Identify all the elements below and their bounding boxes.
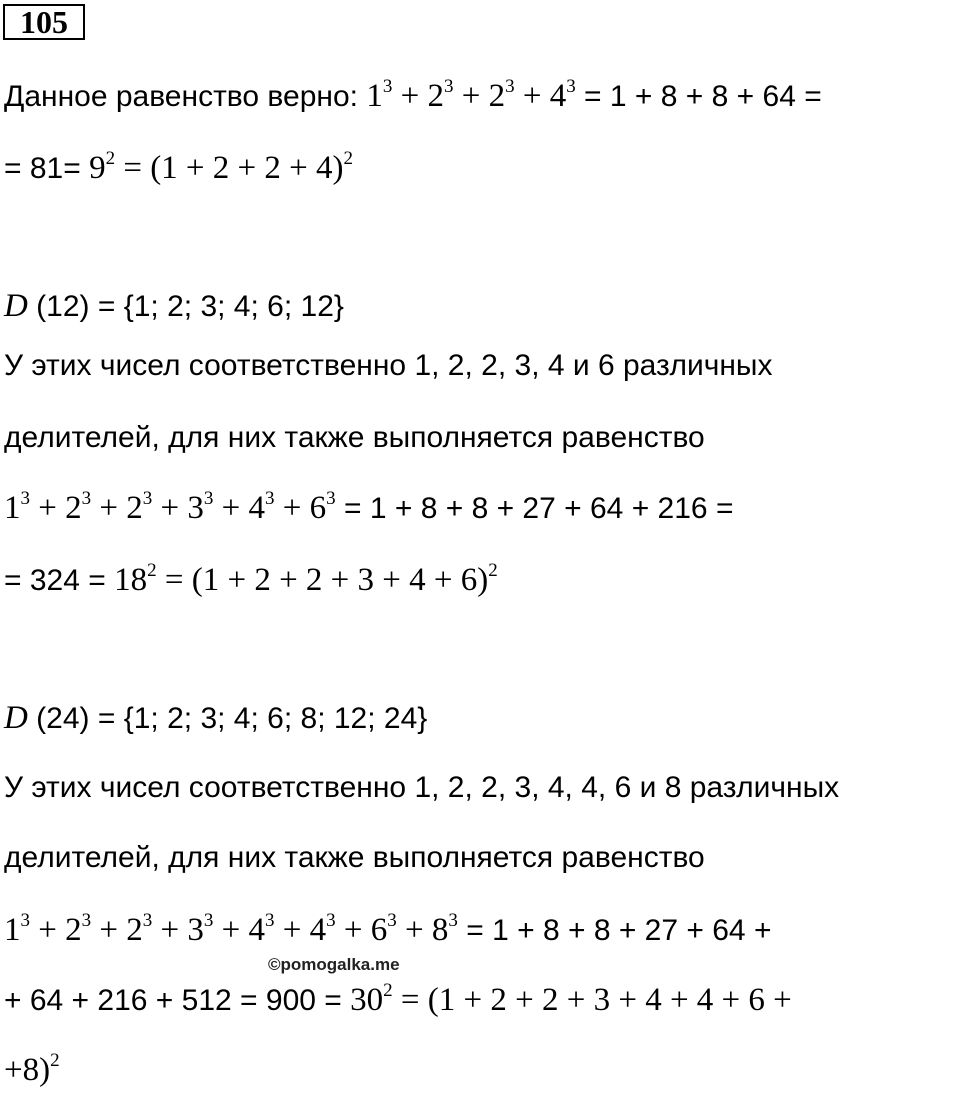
divisors-24-set: (24) = {1; 2; 3; 4; 6; 8; 12; 24} [27,702,428,735]
divisors-24-equation-1 [4,912,771,949]
divisors-12-line [4,288,344,325]
divisors-24-cubes-sum: $1^3 + 2^3 + 2^3 + 3^3 + 4^3 + 4^3 + 6^3 + 8^3$ [4,910,458,948]
divisor-set-symbol: D [4,288,28,324]
divisors-12-text-1: У этих чисел соответственно 1, 2, 2, 3, 4 и 6 различных [4,349,773,382]
divisors-12-square-identity: $18^2 = (1 + 2 + 2 + 3 + 4 + 6)^2$ [114,560,498,598]
divisors-12-result-prefix: = 324 = [4,564,115,597]
intro-text: Данное равенство верно: [4,80,367,113]
divisors-12-expansion: = 1 + 8 + 8 + 27 + 64 + 216 = [335,492,734,525]
divisors-24-line [4,700,427,737]
divisors-24-equation-3 [4,1052,60,1089]
divisors-24-text-1: У этих чисел соответственно 1, 2, 2, 3, 4, 4, 6 и 8 различных [4,771,840,804]
divisors-12-equation-1 [4,490,733,527]
divisor-set-symbol: D [4,700,28,736]
intro-square-identity: $9^2 = (1 + 2 + 2 + 4)^2$ [89,148,353,186]
divisors-12-text-2: делителей, для них также выполняется равенство [4,421,705,454]
divisors-12-equation-2 [4,562,498,599]
intro-expansion: = 1 + 8 + 8 + 64 = [575,80,822,113]
intro-equation-line-2 [4,150,353,187]
divisors-24-text-2: делителей, для них также выполняется равенство [4,841,705,874]
divisors-24-expansion: = 1 + 8 + 8 + 27 + 64 + [457,914,772,947]
watermark: ©pomogalka.me [268,955,400,974]
intro-equation-line-1 [4,78,822,115]
intro-result-prefix: = 81= [4,152,90,185]
divisors-24-equation-2 [4,982,792,1019]
divisors-12-set: (12) = {1; 2; 3; 4; 6; 12} [27,290,344,323]
divisors-24-square-tail: +8)$^2$ [4,1050,60,1088]
intro-cubes-sum: $1^3 + 2^3 + 2^3 + 4^3$ [366,76,576,114]
divisors-12-cubes-sum: $1^3 + 2^3 + 2^3 + 3^3 + 4^3 + 6^3$ [4,488,336,526]
divisors-24-result-prefix: + 64 + 216 + 512 = 900 = [4,984,351,1017]
problem-number: 105 [3,4,85,40]
divisors-24-square-identity: $30^2 = (1 + 2 + 2 + 3 + 4 + 4 + 6$ + [350,980,792,1018]
